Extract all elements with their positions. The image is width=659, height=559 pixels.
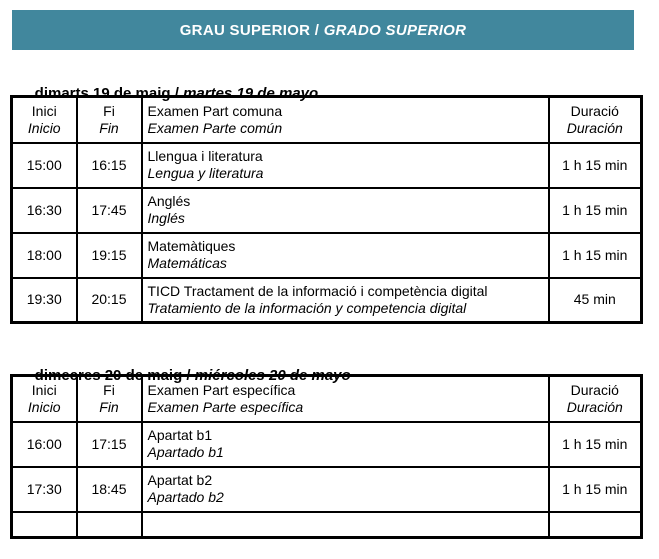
end-time-cell: 17:15 bbox=[77, 422, 142, 467]
duration-cell: 1 h 15 min bbox=[549, 233, 642, 278]
exam-name-cell bbox=[142, 467, 549, 512]
col-header-duration-es: Duración bbox=[566, 119, 623, 136]
start-time-cell: 17:30 bbox=[12, 467, 77, 512]
exam-name-ca: Anglés bbox=[147, 193, 191, 209]
col-header-start-es: Inicio bbox=[27, 119, 61, 136]
exam-name-es: Lengua y literatura bbox=[147, 165, 264, 181]
duration-cell: 1 h 15 min bbox=[549, 143, 642, 188]
col-header-start-ca: Inici bbox=[31, 102, 57, 119]
exam-name-es: Inglés bbox=[147, 210, 185, 226]
exam-name-es: Apartado b2 bbox=[147, 489, 224, 505]
col-header-exam bbox=[142, 97, 549, 143]
day-heading-wednesday-ca: dimecres 20 de maig bbox=[34, 367, 183, 384]
exam-name-cell bbox=[142, 143, 549, 188]
duration-cell bbox=[549, 512, 642, 538]
col-header-end bbox=[77, 376, 142, 422]
duration-cell: 45 min bbox=[549, 278, 642, 323]
duration-cell: 1 h 15 min bbox=[549, 467, 642, 512]
exam-name-ca: Llengua i literatura bbox=[147, 148, 263, 164]
col-header-exam-es: Examen Parte común bbox=[147, 119, 283, 136]
title-banner bbox=[12, 10, 634, 50]
start-time-cell: 16:30 bbox=[12, 188, 77, 233]
exam-name-ca: Matemàtiques bbox=[147, 238, 236, 254]
exam-name-cell bbox=[142, 278, 549, 323]
exam-name-cell bbox=[142, 422, 549, 467]
duration-cell: 1 h 15 min bbox=[549, 422, 642, 467]
banner-title-es: GRADO SUPERIOR bbox=[323, 21, 467, 39]
col-header-start-ca: Inici bbox=[31, 381, 57, 398]
start-time-cell bbox=[12, 512, 77, 538]
table-row bbox=[12, 422, 642, 467]
exam-name-cell bbox=[142, 512, 549, 538]
start-time-cell: 16:00 bbox=[12, 422, 77, 467]
table-row bbox=[12, 143, 642, 188]
table-header-row bbox=[12, 376, 642, 422]
exam-name-cell bbox=[142, 188, 549, 233]
table-row bbox=[12, 233, 642, 278]
end-time-cell: 19:15 bbox=[77, 233, 142, 278]
exam-name-ca: TICD Tractament de la informació i competència digital bbox=[147, 282, 488, 299]
schedule-table-tuesday bbox=[10, 95, 643, 324]
col-header-duration-ca: Duració bbox=[570, 102, 619, 119]
col-header-end bbox=[77, 97, 142, 143]
col-header-exam bbox=[142, 376, 549, 422]
table-row bbox=[12, 467, 642, 512]
end-time-cell: 18:45 bbox=[77, 467, 142, 512]
day-heading-tuesday-separator: / bbox=[170, 85, 184, 102]
col-header-end-es: Fin bbox=[99, 119, 119, 136]
exam-name-es: Tratamiento de la información y competencia digital bbox=[147, 299, 467, 316]
table-row-empty bbox=[12, 512, 642, 538]
exam-name-cell bbox=[142, 233, 549, 278]
end-time-cell bbox=[77, 512, 142, 538]
table-header-row bbox=[12, 97, 642, 143]
end-time-cell: 20:15 bbox=[77, 278, 142, 323]
day-heading-wednesday-es: miércoles 20 de mayo bbox=[194, 367, 351, 384]
col-header-exam-es: Examen Parte específica bbox=[147, 398, 304, 415]
col-header-duration bbox=[549, 97, 642, 143]
table-row bbox=[12, 278, 642, 323]
banner-title-ca: GRAU SUPERIOR bbox=[179, 21, 311, 39]
exam-name-ca: Apartat b2 bbox=[147, 472, 213, 488]
col-header-start bbox=[12, 376, 77, 422]
day-heading-wednesday-separator: / bbox=[182, 367, 195, 384]
col-header-duration bbox=[549, 376, 642, 422]
end-time-cell: 17:45 bbox=[77, 188, 142, 233]
col-header-start bbox=[12, 97, 77, 143]
col-header-exam-ca: Examen Part comuna bbox=[147, 102, 283, 119]
exam-name-es: Apartado b1 bbox=[147, 444, 224, 460]
duration-cell: 1 h 15 min bbox=[549, 188, 642, 233]
col-header-end-ca: Fi bbox=[103, 102, 115, 119]
start-time-cell: 18:00 bbox=[12, 233, 77, 278]
col-header-start-es: Inicio bbox=[27, 398, 61, 415]
day-heading-tuesday-es: martes 19 de mayo bbox=[183, 85, 319, 102]
col-header-duration-es: Duración bbox=[566, 398, 623, 415]
start-time-cell: 15:00 bbox=[12, 143, 77, 188]
schedule-table-wednesday bbox=[10, 374, 643, 539]
col-header-exam-ca: Examen Part específica bbox=[147, 381, 296, 398]
exam-name-es: Matemáticas bbox=[147, 255, 227, 271]
table-row bbox=[12, 188, 642, 233]
end-time-cell: 16:15 bbox=[77, 143, 142, 188]
exam-name-ca: Apartat b1 bbox=[147, 427, 213, 443]
day-heading-tuesday-ca: dimarts 19 de maig bbox=[34, 85, 171, 102]
col-header-duration-ca: Duració bbox=[570, 381, 619, 398]
col-header-end-ca: Fi bbox=[103, 381, 115, 398]
start-time-cell: 19:30 bbox=[12, 278, 77, 323]
col-header-end-es: Fin bbox=[99, 398, 119, 415]
banner-separator: / bbox=[310, 21, 324, 39]
